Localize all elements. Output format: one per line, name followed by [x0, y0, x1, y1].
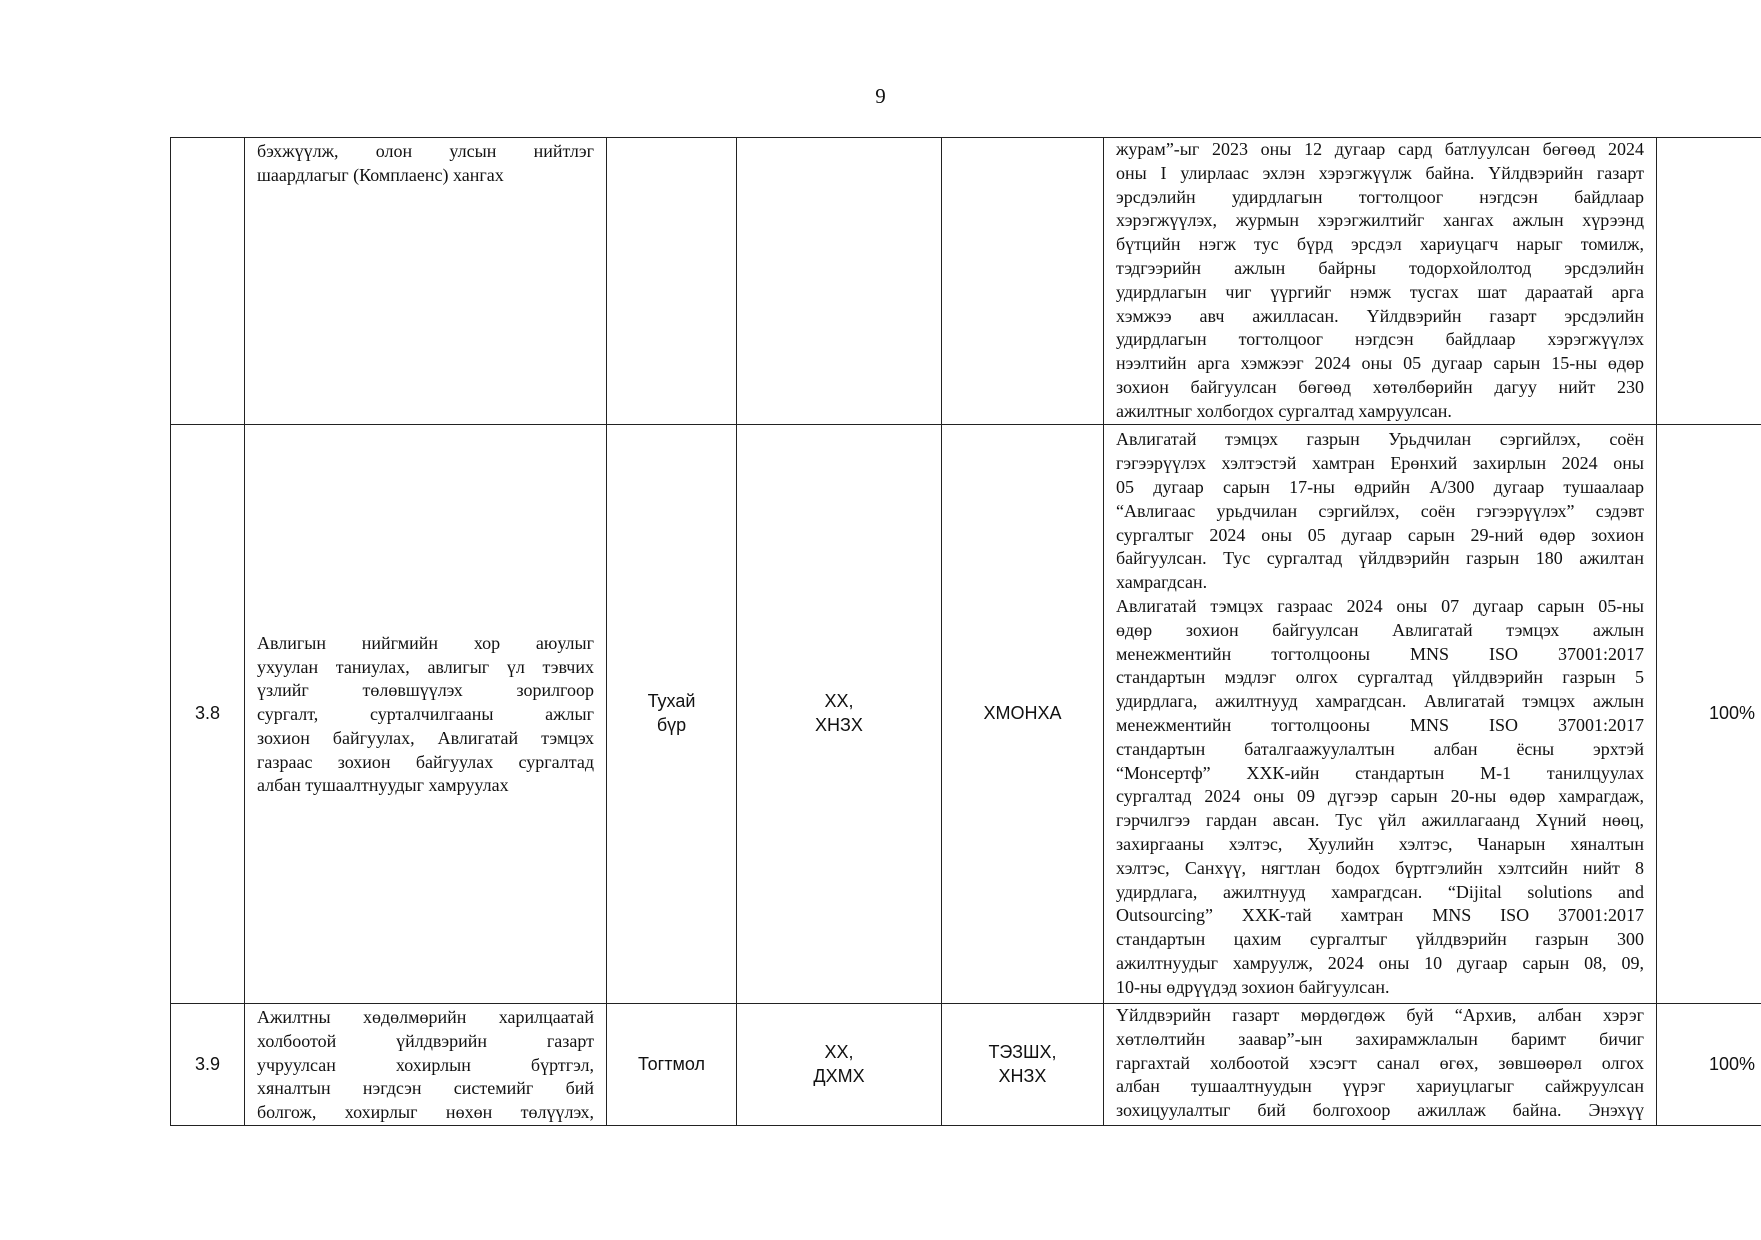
report-cell — [1104, 425, 1657, 1004]
timeframe-line: Тогтмол — [638, 1053, 705, 1074]
report-line: гэрчилгээ гардан авсан. Тус үйл ажиллагаанд Хүний нөөц, — [1116, 810, 1644, 831]
action-line: бэхжүүлж, олон улсын нийтлэг — [257, 141, 594, 161]
report-cell — [1104, 138, 1657, 425]
report-line: удирдлага, ажилтнууд хамрагдсан. “Dijital solutions and — [1116, 881, 1644, 902]
report-line: удирдлагын тогтолцоог нэгдсэн байдлаар хэрэгжүүлэх — [1116, 329, 1644, 350]
responsible-cell — [737, 425, 942, 1004]
report-line: журам”-ыг 2023 оны 12 дугаар сард батлуулсан бөгөөд 2024 — [1116, 139, 1644, 159]
report-line: “Монсертф” ХХК-ийн стандартын M-1 танилцуулах — [1116, 762, 1644, 783]
action-line: болгож, хохирлыг нөхөн төлүүлэх, — [257, 1102, 594, 1123]
action-line: сургалт, сурталчилгааны ажлыг — [257, 704, 594, 725]
action-cell — [245, 1004, 607, 1126]
completion-percent-cell — [1657, 138, 1761, 425]
executor-cell — [942, 138, 1104, 425]
timeframe-cell — [607, 425, 737, 1004]
report-line: стандартын баталгаажуулалтын албан ёсны эрхтэй — [1116, 738, 1644, 759]
report-line: ажилтнуудыг хамруулж, 2024 оны 10 дугаар сарын 08, 09, — [1116, 952, 1644, 973]
row-number-cell: 3.9 — [171, 1004, 245, 1126]
row-number-cell — [171, 138, 245, 425]
report-line: гэгээрүүлэх хэлтэстэй хамтран Ерөнхий захирлын 2024 оны — [1116, 453, 1644, 474]
completion-percent-cell: 100% — [1657, 1004, 1761, 1126]
action-cell — [245, 138, 607, 425]
report-line: зохицуулалтыг бий болгохоор ажиллаж байна. Энэхүү — [1116, 1100, 1644, 1121]
report-cell — [1104, 1004, 1657, 1126]
report-line: өдөр зохион байгуулсан Авлигатай тэмцэх ажлын — [1116, 619, 1644, 640]
executor-cell — [942, 1004, 1104, 1126]
report-table-body — [171, 138, 1761, 1126]
report-line: зохион байгуулсан бөгөөд хөтөлбөрийн дагуу нийт 230 — [1116, 376, 1644, 397]
action-line: албан тушаалтнуудыг хамруулах — [257, 775, 509, 796]
timeframe-line: Тухай — [647, 691, 696, 712]
report-line: менежментийн тогтолцооны MNS ISO 37001:2017 — [1116, 715, 1644, 735]
action-line: Ажилтны хөдөлмөрийн харилцаатай — [257, 1007, 594, 1027]
action-line: зохион байгуулах, Авлигатай тэмцэх — [257, 727, 594, 748]
report-line: захиргааны хэлтэс, Хуулийн хэлтэс, Чанарын хяналтын — [1116, 833, 1644, 854]
table-row — [171, 1004, 1761, 1126]
table-row — [171, 425, 1761, 1004]
responsible-line: ХХ, — [824, 1041, 854, 1062]
report-line: Үйлдвэрийн газарт мөрдөгдөж буй “Архив, албан хэрэг — [1116, 1005, 1644, 1025]
report-line: хэлтэс, Санхүү, нягтлан бодох бүртгэлийн хэлтсийн нийт 8 — [1116, 857, 1644, 878]
action-line: хяналтын нэгдсэн системийг бий — [257, 1078, 594, 1099]
action-line: газраас зохион байгуулах сургалтад — [257, 751, 594, 772]
report-line: стандартын цахим сургалтыг үйлдвэрийн газрын 300 — [1116, 929, 1644, 950]
report-line: удирдлага, ажилтнууд хамрагдсан. Авлигатай тэмцэх ажлын — [1116, 691, 1644, 712]
report-line: “Авлигаас урьдчилан сэргийлэх, соён гэгээрүүлэх” сэдэвт — [1116, 500, 1644, 521]
responsible-line: ДХМХ — [813, 1065, 865, 1086]
report-line: сургалтыг 2024 оны 05 дугаар сарын 29-ний өдөр зохион — [1116, 524, 1644, 545]
action-line: ухуулан таниулах, авлигыг үл тэвчих — [257, 656, 594, 677]
action-cell — [245, 425, 607, 1004]
report-line: бүтцийн нэгж тус бүрд эрсдэл хариуцагч нарыг томилж, — [1116, 234, 1644, 255]
executor-cell — [942, 425, 1104, 1004]
action-line: үзлийг төлөвшүүлэх зорилгоор — [257, 680, 594, 701]
timeframe-line: бүр — [656, 715, 687, 735]
action-line: шаардлагыг (Комплаенс) хангах — [257, 164, 504, 185]
report-line: хэрэгжүүлэх, журмын хэрэгжилтийг хангах ажлын хүрээнд — [1116, 210, 1644, 231]
action-line: учруулсан хохирлын бүртгэл, — [257, 1054, 594, 1075]
report-line: Авлигатай тэмцэх газрын Урьдчилан сэргийлэх, соён — [1116, 429, 1644, 450]
executor-line: ТЭЗШХ, — [988, 1041, 1057, 1062]
responsible-cell — [737, 1004, 942, 1126]
responsible-cell — [737, 138, 942, 425]
report-line: хэмжээ авч ажилласан. Үйлдвэрийн газарт эрсдэлийн — [1116, 305, 1644, 326]
table-row — [171, 138, 1761, 425]
report-line: Outsourcing” ХХК-тай хамтран MNS ISO 37001:2017 — [1116, 905, 1644, 926]
executor-line: ХМОНХА — [983, 703, 1062, 724]
timeframe-cell — [607, 138, 737, 425]
report-table — [170, 137, 1761, 1126]
executor-line: ХНЗХ — [998, 1065, 1047, 1086]
report-line: ажилтныг холбогдох сургалтад хамруулсан. — [1116, 400, 1452, 421]
responsible-line: ХНЗХ — [815, 715, 863, 735]
report-line: сургалтад 2024 оны 09 дүгээр сарын 20-ны өдөр хамрагдаж, — [1116, 786, 1644, 807]
report-line: албан тушаалтнуудын үүрэг хариуцлагыг сайжруулсан — [1116, 1076, 1644, 1097]
report-line: байгуулсан. Тус сургалтад үйлдвэрийн газрын 180 ажилтан — [1116, 548, 1644, 569]
completion-percent-cell: 100% — [1657, 425, 1761, 1004]
report-line: удирдлагын чиг үүргийг нэмж тусгах шат дараатай арга — [1116, 281, 1644, 302]
report-line: гаргахтай холбоотой хэсэгт санал өгөх, зөвшөөрөл олгох — [1116, 1052, 1644, 1073]
report-line: стандартын мэдлэг олгох сургалтад үйлдвэрийн газрын 5 — [1116, 667, 1644, 688]
row-number-cell: 3.8 — [171, 425, 245, 1004]
report-line: эрсдэлийн удирдлагын тогтолцоог нэгдсэн байдлаар — [1116, 186, 1644, 207]
report-line: 10-ны өдрүүдэд зохион байгуулсан. — [1116, 976, 1390, 997]
report-line: нээлтийн арга хэмжээг 2024 оны 05 дугаар сарын 15-ны өдөр — [1116, 353, 1644, 374]
responsible-line: ХХ, — [824, 691, 854, 712]
timeframe-cell — [607, 1004, 737, 1126]
report-line: оны I улирлаас эхлэн хэрэгжүүлж байна. Үйлдвэрийн газарт — [1116, 162, 1644, 183]
report-line: хөтлөлтийн заавар”-ын захирамжлалын баримт бичиг — [1116, 1028, 1644, 1049]
report-line: менежментийн тогтолцооны MNS ISO 37001:2017 — [1116, 643, 1644, 664]
action-line: Авлигын нийгмийн хор аюулыг — [257, 632, 594, 653]
report-line: хамрагдсан. — [1116, 572, 1208, 593]
report-line: 05 дугаар сарын 17-ны өдрийн А/300 дугаар тушаалаар — [1116, 477, 1644, 498]
page-number: 9 — [875, 84, 886, 108]
action-line: холбоотой үйлдвэрийн газарт — [257, 1030, 594, 1051]
report-line: Авлигатай тэмцэх газраас 2024 оны 07 дугаар сарын 05-ны — [1116, 596, 1644, 617]
report-line: тэдгээрийн ажлын байрны тодорхойлолтод эрсдэлийн — [1116, 257, 1644, 278]
